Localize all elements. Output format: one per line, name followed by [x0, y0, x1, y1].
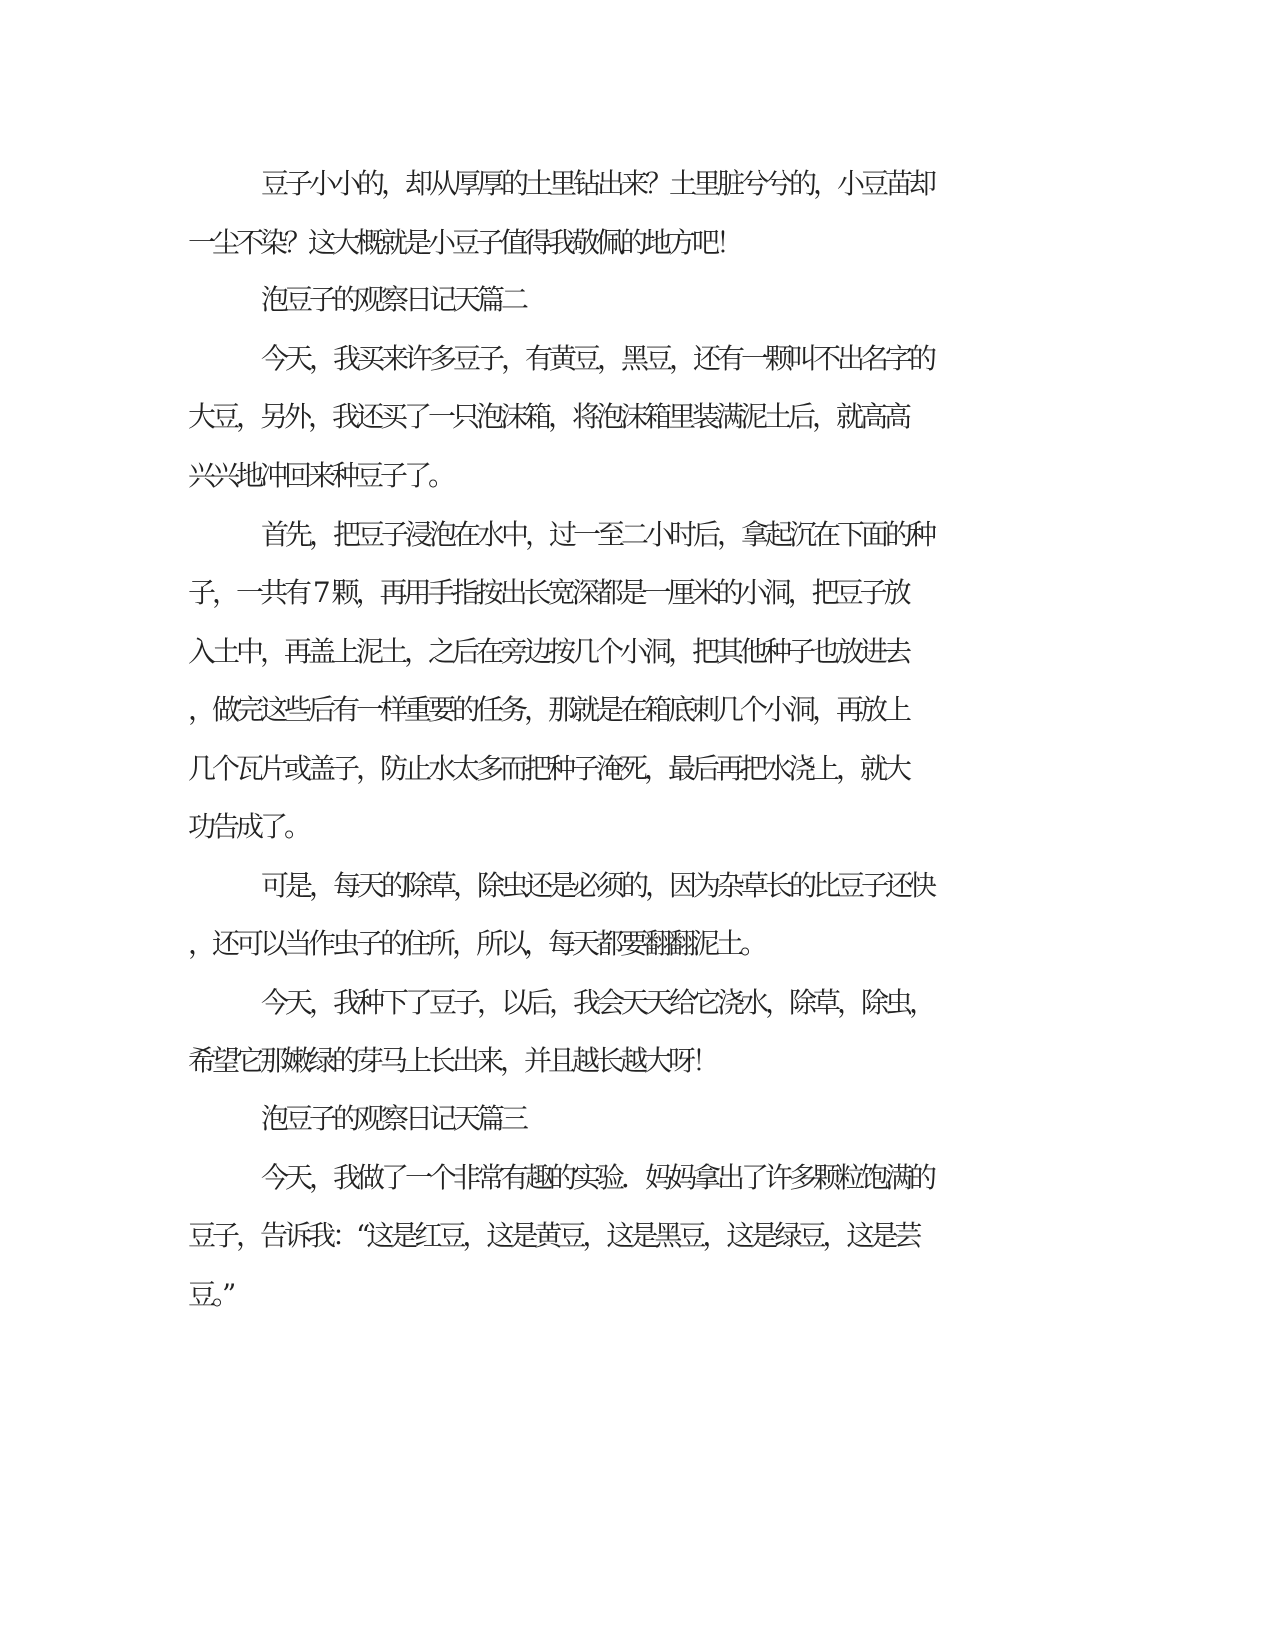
paragraph-line: 兴兴地冲回来种豆子了。: [188, 459, 453, 492]
paragraph-line: 豆子，告诉我：“这是红豆，这是黄豆，这是黑豆，这是绿豆，这是芸: [188, 1219, 919, 1252]
paragraph-line: 豆。”: [188, 1278, 233, 1311]
section-heading: 泡豆子的观察日记天篇二: [261, 283, 526, 316]
paragraph-line: ，还可以当作虫子的住所，所以，每天都要翻翻泥土。: [188, 927, 765, 960]
paragraph-line: 功告成了。: [188, 810, 309, 843]
paragraph-line: 可是，每天的除草，除虫还是必须的，因为杂草长的比豆子还快: [261, 869, 934, 902]
paragraph-line: 大豆，另外，我还买了一只泡沫箱，将泡沫箱里装满泥土后，就高高: [188, 400, 909, 433]
paragraph-line: 一尘不染？这大概就是小豆子值得我敬佩的地方吧！: [188, 226, 741, 259]
paragraph-line: 入土中，再盖上泥土，之后在旁边按几个小洞，把其他种子也放进去: [188, 635, 909, 668]
paragraph-line: 今天，我买来许多豆子，有黄豆，黑豆，还有一颗叫不出名字的: [261, 342, 934, 375]
paragraph-line: 几个瓦片或盖子，防止水太多而把种子淹死，最后再把水浇上，就大: [188, 752, 909, 785]
paragraph-line: 希望它那嫩绿的芽马上长出来，并且越长越大呀！: [188, 1044, 717, 1077]
paragraph-line: 今天，我种下了豆子，以后，我会天天给它浇水，除草，除虫，: [261, 986, 934, 1019]
paragraph-line: ，做完这些后有一样重要的任务，那就是在箱底刺几个小洞，再放上: [188, 693, 909, 726]
paragraph-line: 子，一共有 7 颗，再用手指按出长宽深都是一厘米的小洞，把豆子放: [188, 576, 908, 609]
paragraph-line: 首先，把豆子浸泡在水中，过一至二小时后，拿起沉在下面的种: [261, 518, 934, 551]
paragraph-line: 今天，我做了一个非常有趣的实验．妈妈拿出了许多颗粒饱满的: [261, 1161, 934, 1194]
paragraph-line: 豆子小小的，却从厚厚的土里钻出来？土里脏兮兮的，小豆苗却: [261, 167, 934, 200]
section-heading: 泡豆子的观察日记天篇三: [261, 1102, 526, 1135]
